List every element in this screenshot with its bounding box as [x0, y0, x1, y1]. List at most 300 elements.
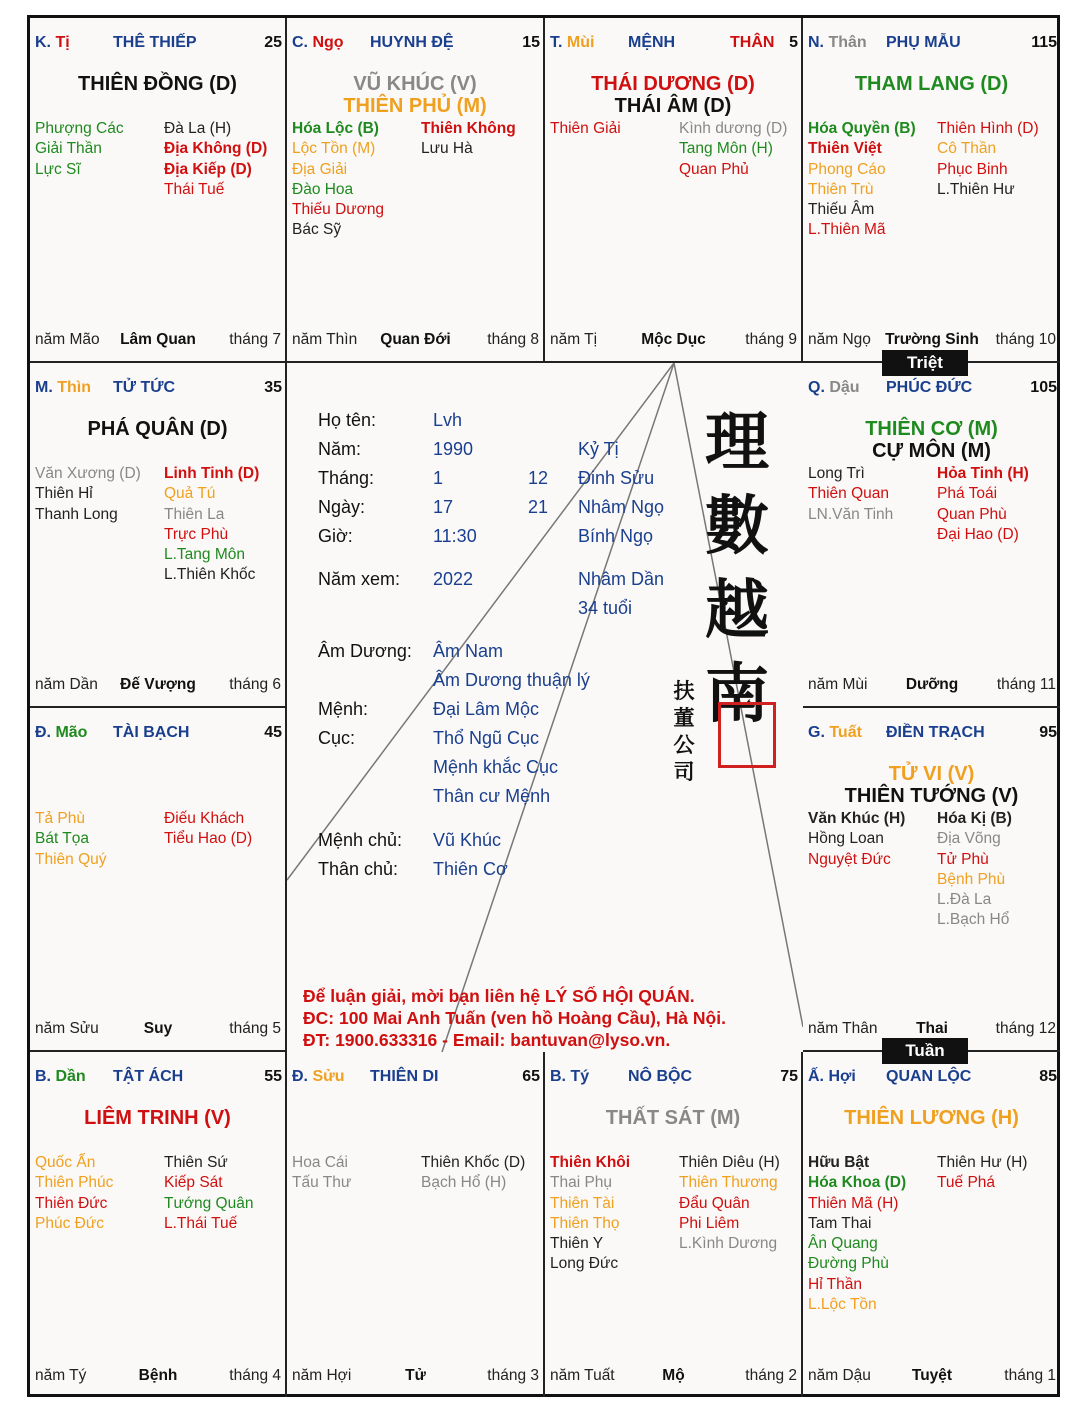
palace-thin	[30, 363, 287, 708]
menh-label: Mệnh:	[318, 699, 369, 719]
life-stage: Bệnh	[138, 1367, 178, 1384]
right-star-column	[679, 119, 787, 180]
palace-number: 25	[264, 34, 282, 51]
star: Giải Thần	[35, 140, 102, 158]
palace-footer	[808, 676, 1056, 696]
star: Cô Thần	[937, 140, 997, 158]
star: Long Trì	[808, 465, 865, 482]
small-char-2: 董	[673, 705, 695, 730]
star: Phượng Các	[35, 120, 124, 137]
nam-xem-can-chi: Nhâm Dần	[578, 569, 665, 589]
nam-xem-value: 2022	[433, 569, 474, 589]
star: Thiên Trù	[808, 180, 874, 198]
left-star-column	[35, 1153, 113, 1234]
menh-chu-value: Vũ Khúc	[433, 830, 502, 850]
right-star-column	[164, 464, 259, 586]
month-label: tháng 11	[996, 676, 1056, 693]
month-label: tháng 12	[995, 1020, 1056, 1037]
than-chu-label: Thân chủ:	[318, 859, 399, 879]
palace-number: 45	[264, 724, 282, 741]
tuan-tag: Tuần	[882, 1038, 968, 1064]
branch-prefix: B.	[35, 1068, 56, 1085]
star: L.Đà La	[937, 891, 992, 909]
star: Thai Phụ	[550, 1174, 613, 1192]
year-label: năm Tuất	[550, 1367, 615, 1384]
branch-name: Thân	[828, 34, 867, 51]
star: Thiên Không	[421, 120, 516, 137]
star: Thiên Khôi	[550, 1154, 631, 1171]
star: Thiên Hình (D)	[937, 120, 1039, 137]
star: Điếu Khách	[164, 810, 245, 827]
palace-name: TẬT ÁCH	[113, 1068, 184, 1085]
right-star-column	[937, 1153, 1027, 1194]
month-label: tháng 9	[745, 331, 797, 348]
star: Phá Toái	[937, 485, 998, 503]
star: Phúc Đức	[35, 1214, 104, 1232]
star: Địa Không (D)	[164, 140, 268, 158]
branch-label	[808, 1068, 856, 1086]
star: Thiên Thương	[679, 1174, 778, 1192]
star: Lưu Hà	[421, 140, 473, 158]
right-star-column	[937, 809, 1012, 931]
year-label: năm Dậu	[808, 1367, 871, 1384]
ngay-value: 17	[433, 497, 454, 517]
branch-prefix: T.	[550, 34, 567, 51]
branch-name: Thìn	[57, 379, 91, 396]
star: Hữu Bật	[808, 1154, 870, 1171]
life-stage: Quan Đới	[380, 331, 451, 348]
left-star-column	[35, 464, 141, 525]
palace-name: HUYNH ĐỆ	[370, 34, 454, 51]
star: Thiên Tài	[550, 1194, 615, 1212]
branch-label	[808, 724, 862, 742]
palace-name: THIÊN DI	[370, 1068, 439, 1085]
star: Quan Phù	[937, 505, 1007, 523]
red-seal-stamp	[718, 702, 776, 768]
star: Đà La (H)	[164, 120, 232, 137]
palace-name: NÔ BỘC	[628, 1068, 692, 1085]
palace-footer	[35, 331, 281, 351]
star: Bệnh Phù	[937, 870, 1006, 888]
star: Hồng Loan	[808, 830, 884, 848]
palace-footer	[292, 331, 539, 351]
center-info-panel	[287, 363, 803, 1052]
branch-label	[35, 724, 87, 742]
palace-header	[808, 34, 1057, 54]
star: L.Lộc Tồn	[808, 1296, 877, 1314]
month-label: tháng 2	[745, 1367, 797, 1384]
main-star: THIÊN ĐỒNG (D)	[78, 73, 237, 95]
life-stage: Thai	[916, 1020, 948, 1037]
month-label: tháng 1	[1004, 1367, 1056, 1384]
cuc-label: Cục:	[318, 728, 356, 748]
star: Tướng Quân	[164, 1194, 254, 1212]
palace-tuat	[803, 708, 1060, 1052]
ngay-label: Ngày:	[318, 497, 366, 517]
star: Quan Phủ	[679, 160, 749, 178]
star: Thiên Đức	[35, 1194, 108, 1212]
palace-name: QUAN LỘC	[886, 1068, 972, 1085]
palace-header	[35, 1068, 282, 1088]
palace-footer	[808, 331, 1056, 351]
palace-footer	[35, 676, 281, 696]
star: Ân Quang	[808, 1235, 878, 1253]
nam-can-chi: Kỷ Tị	[578, 439, 619, 459]
year-label: năm Mùi	[808, 676, 868, 693]
left-star-column	[808, 464, 893, 525]
ho-ten-label: Họ tên:	[318, 410, 377, 430]
star: Quả Tú	[164, 485, 216, 503]
year-label: năm Dần	[35, 676, 98, 693]
main-star: THIÊN LƯƠNG (H)	[844, 1107, 1019, 1129]
life-stage: Lâm Quan	[120, 331, 196, 348]
star: Đường Phù	[808, 1255, 889, 1273]
branch-prefix: Q.	[808, 379, 830, 396]
main-star: TỬ VI (V)	[888, 763, 975, 785]
star: Thiên Hư (H)	[937, 1154, 1028, 1171]
right-star-column	[164, 119, 267, 200]
tu-vi-chart	[27, 15, 1060, 1397]
nam-xem-label: Năm xem:	[318, 569, 401, 589]
palace-name: MỆNH	[628, 34, 676, 51]
left-star-column	[550, 1153, 630, 1275]
star: Kình dương (D)	[679, 120, 788, 137]
palace-number: 5	[789, 34, 798, 51]
month-label: tháng 4	[229, 1367, 281, 1384]
palace-name: PHỤ MẪU	[886, 34, 961, 51]
palace-dau	[803, 363, 1060, 708]
palace-header	[292, 1068, 540, 1088]
calligraphy-char-2: 數	[705, 489, 769, 564]
year-label: năm Hợi	[292, 1367, 352, 1384]
palace-header	[35, 379, 282, 399]
month-label: tháng 7	[229, 331, 281, 348]
palace-dan	[30, 1052, 287, 1397]
ngay-duong: 21	[528, 497, 549, 517]
palace-name: PHÚC ĐỨC	[886, 379, 973, 396]
main-star: THẤT SÁT (M)	[605, 1107, 741, 1129]
palace-header	[550, 34, 798, 54]
star: Phi Liêm	[679, 1214, 740, 1232]
palace-ti	[30, 18, 287, 363]
branch-prefix: Ấ.	[808, 1068, 829, 1085]
star: L.Thiên Hư	[937, 180, 1015, 198]
palace-footer	[808, 1367, 1056, 1387]
star: Bạch Hổ (H)	[421, 1174, 507, 1192]
palace-number: 95	[1039, 724, 1057, 741]
star: Thiên Phúc	[35, 1174, 114, 1192]
star: Thiên Quan	[808, 485, 889, 503]
am-duong-label: Âm Dương:	[318, 641, 412, 661]
palace-hoi	[803, 1052, 1060, 1397]
star: Thiên Hỉ	[35, 485, 93, 503]
year-label: năm Thân	[808, 1020, 878, 1037]
palace-suu	[287, 1052, 545, 1397]
left-star-column	[808, 809, 905, 870]
contact-line-3: ĐT: 1900.633316 - Email: bantuvan@lyso.vn.	[303, 1030, 671, 1050]
month-label: tháng 8	[487, 331, 539, 348]
thang-can-chi: Đinh Sửu	[578, 468, 655, 488]
life-stage: Trường Sinh	[885, 331, 979, 348]
star: Hóa Quyền (B)	[808, 120, 916, 137]
right-star-column	[937, 464, 1029, 545]
palace-number: 35	[264, 379, 282, 396]
palace-footer	[35, 1367, 281, 1387]
palace-footer	[550, 1367, 797, 1387]
thang-label: Tháng:	[318, 468, 375, 488]
branch-name: Dậu	[829, 379, 860, 396]
star: Hỉ Thần	[808, 1275, 862, 1293]
life-stage: Đế Vượng	[120, 676, 196, 693]
main-star: CỰ MÔN (M)	[872, 440, 991, 462]
star: Thiên La	[164, 505, 225, 523]
life-stage: Tuyệt	[911, 1367, 953, 1384]
star: Văn Khúc (H)	[808, 810, 906, 827]
palace-ngo	[287, 18, 545, 363]
cuc-note-2: Thân cư Mệnh	[433, 786, 551, 806]
star: Thiên Khốc (D)	[421, 1154, 526, 1171]
life-stage: Tử	[405, 1367, 426, 1384]
palace-mui	[545, 18, 803, 363]
star: Trực Phù	[164, 525, 229, 543]
branch-name: Tý	[570, 1068, 590, 1085]
star: Thiên Việt	[808, 140, 882, 158]
star: Lộc Tồn (M)	[292, 140, 376, 158]
star: Hóa Kị (B)	[937, 810, 1012, 827]
star: LN.Văn Tinh	[808, 505, 894, 523]
branch-label	[292, 1068, 344, 1086]
life-stage: Mộc Dục	[641, 331, 706, 348]
palace-header	[808, 379, 1057, 399]
main-star: THIÊN TƯỚNG (V)	[844, 785, 1019, 807]
branch-name: Tuất	[829, 724, 862, 741]
palace-number: 55	[264, 1068, 282, 1085]
menh-value: Đại Lâm Mộc	[433, 699, 540, 719]
palace-footer	[292, 1367, 539, 1387]
star: Tấu Thư	[292, 1174, 352, 1192]
branch-name: Sửu	[312, 1068, 345, 1085]
cuc-value: Thổ Ngũ Cục	[433, 728, 540, 748]
branch-label	[550, 34, 594, 52]
palace-number: 65	[522, 1068, 540, 1085]
nam-label: Năm:	[318, 439, 362, 459]
branch-prefix: K.	[35, 34, 56, 51]
calligraphy-char-1: 理	[705, 405, 769, 480]
star: Thiếu Dương	[292, 201, 385, 219]
branch-label	[35, 379, 91, 397]
star: Long Đức	[550, 1255, 619, 1273]
star: Địa Giải	[292, 160, 348, 178]
month-label: tháng 6	[229, 676, 281, 693]
palace-header	[808, 724, 1057, 744]
am-duong-value: Âm Nam	[433, 641, 504, 661]
branch-label	[35, 1068, 86, 1086]
star: Tiểu Hao (D)	[164, 830, 253, 848]
main-star: THÁI DƯƠNG (D)	[591, 73, 755, 95]
palace-name: THÊ THIẾP	[113, 34, 197, 51]
branch-name: Hợi	[828, 1068, 856, 1085]
than-chu-value: Thiên Cơ	[433, 859, 508, 879]
star: Thiên Sứ	[164, 1154, 228, 1171]
star: Tử Phù	[937, 850, 989, 868]
year-label: năm Ngọ	[808, 331, 871, 348]
palace-name: ĐIỀN TRẠCH	[886, 724, 985, 741]
star: Thái Tuế	[164, 180, 225, 198]
right-star-column	[937, 119, 1039, 200]
main-star: THIÊN CƠ (M)	[865, 418, 998, 440]
branch-label	[808, 34, 867, 52]
palace-footer	[35, 1020, 281, 1040]
branch-label	[550, 1068, 589, 1086]
branch-prefix: Đ.	[292, 1068, 313, 1085]
star: Kiếp Sát	[164, 1174, 223, 1192]
branch-name: Dần	[55, 1068, 86, 1085]
month-label: tháng 5	[229, 1020, 281, 1037]
star: L.Kình Dương	[679, 1235, 778, 1253]
star: Quốc Ấn	[35, 1154, 96, 1171]
main-star: LIÊM TRINH (V)	[84, 1107, 231, 1129]
life-stage: Dưỡng	[905, 676, 959, 693]
month-label: tháng 10	[995, 331, 1056, 348]
star: L.Thiên Khốc	[164, 566, 256, 584]
palace-number: 15	[522, 34, 540, 51]
branch-prefix: B.	[550, 1068, 571, 1085]
branch-prefix: M.	[35, 379, 58, 396]
palace-name: TÀI BẠCH	[113, 724, 190, 741]
left-star-column	[292, 1153, 351, 1194]
small-char-3: 公	[673, 732, 695, 757]
branch-label	[292, 34, 344, 52]
star: Lực Sĩ	[35, 160, 81, 178]
branch-name: Mùi	[566, 34, 595, 51]
star: Thiên Giải	[550, 120, 621, 137]
year-label: năm Tị	[550, 331, 598, 348]
calligraphy-char-4: 南	[705, 657, 769, 732]
star: Phong Cáo	[808, 160, 886, 178]
month-label: tháng 3	[487, 1367, 539, 1384]
life-stage: Mộ	[662, 1367, 685, 1384]
star: L.Tang Môn	[164, 546, 245, 564]
star: Văn Xương (D)	[35, 465, 141, 482]
star: L.Bạch Hổ	[937, 911, 1010, 929]
branch-label	[35, 34, 70, 52]
star: Phục Binh	[937, 160, 1008, 178]
palace-footer	[550, 331, 797, 351]
left-star-column	[292, 119, 384, 241]
palace-footer	[808, 1020, 1056, 1040]
star: Hỏa Tinh (H)	[937, 465, 1029, 482]
palace-ty	[545, 1052, 803, 1397]
branch-prefix: N.	[808, 34, 829, 51]
star: Đẩu Quân	[679, 1194, 750, 1212]
star: Hóa Lộc (B)	[292, 120, 379, 137]
main-star: THIÊN PHỦ (M)	[343, 95, 487, 117]
right-star-column	[679, 1153, 780, 1254]
small-char-4: 司	[673, 759, 695, 784]
left-star-column	[35, 809, 107, 870]
star: Địa Kiếp (D)	[164, 160, 252, 178]
contact-line-1: Để luận giải, mời bạn liên hệ LÝ SỐ HỘI QUÁN.	[303, 986, 695, 1006]
right-star-column	[164, 809, 252, 850]
branch-prefix: C.	[292, 34, 313, 51]
star: Tuế Phá	[937, 1174, 996, 1192]
branch-prefix: Đ.	[35, 724, 56, 741]
star: Thiên Y	[550, 1235, 604, 1253]
tuoi-value: 34 tuổi	[578, 598, 633, 618]
star: Thanh Long	[35, 505, 118, 523]
left-star-column	[808, 119, 916, 241]
palace-number: 105	[1030, 379, 1057, 396]
left-star-column	[550, 119, 621, 139]
right-star-column	[421, 119, 516, 160]
palace-header	[808, 1068, 1057, 1088]
star: Thiếu Âm	[808, 201, 875, 219]
triet-tag: Triệt	[882, 350, 968, 376]
year-label: năm Thìn	[292, 331, 358, 348]
palace-header	[35, 34, 282, 54]
palace-number: 85	[1039, 1068, 1057, 1085]
menh-chu-label: Mệnh chủ:	[318, 830, 403, 850]
cuc-note-1: Mệnh khắc Cục	[433, 757, 559, 777]
star: Tam Thai	[808, 1214, 872, 1232]
star: Thiên Quý	[35, 850, 107, 868]
palace-name: TỬ TỨC	[113, 379, 176, 396]
main-star: VŨ KHÚC (V)	[353, 73, 477, 95]
right-star-column	[421, 1153, 525, 1194]
thang-value: 1	[433, 468, 444, 488]
palace-name-2: THÂN	[730, 34, 775, 51]
ngay-can-chi: Nhâm Ngọ	[578, 497, 665, 517]
year-label: năm Mão	[35, 331, 100, 348]
main-star: THÁI ÂM (D)	[614, 95, 732, 117]
gio-label: Giờ:	[318, 526, 353, 546]
gio-value: 11:30	[433, 526, 477, 546]
palace-header	[35, 724, 282, 744]
calligraphy-char-3: 越	[705, 573, 769, 648]
year-label: năm Tý	[35, 1367, 87, 1384]
star: Thiên Thọ	[550, 1214, 620, 1232]
right-star-column	[164, 1153, 253, 1234]
contact-line-2: ĐC: 100 Mai Anh Tuấn (ven hồ Hoàng Cầu), Hà Nội.	[303, 1008, 726, 1028]
life-stage: Suy	[143, 1020, 173, 1037]
star: Hóa Khoa (D)	[808, 1174, 907, 1192]
main-star: THAM LANG (D)	[854, 73, 1009, 95]
branch-label	[808, 379, 860, 397]
star: Thiên Diêu (H)	[679, 1154, 780, 1171]
star: Bát Tọa	[35, 830, 90, 848]
star: Địa Võng	[937, 830, 1001, 848]
branch-prefix: G.	[808, 724, 830, 741]
palace-than	[803, 18, 1060, 363]
star: Tang Môn (H)	[679, 140, 773, 158]
star: Tả Phù	[35, 810, 85, 827]
star: Đào Hoa	[292, 180, 354, 198]
star: L.Thái Tuế	[164, 1214, 238, 1232]
branch-name: Tị	[55, 34, 70, 51]
am-duong-note: Âm Dương thuận lý	[433, 670, 590, 690]
small-char-1: 扶	[673, 678, 695, 703]
nam-value: 1990	[433, 439, 474, 459]
star: Linh Tinh (D)	[164, 465, 260, 482]
palace-mao	[30, 708, 287, 1052]
gio-can-chi: Bính Ngọ	[578, 526, 654, 546]
palace-header	[292, 34, 540, 54]
star: L.Thiên Mã	[808, 221, 886, 239]
star: Đại Hao (D)	[937, 525, 1019, 543]
ho-ten-value: Lvh	[433, 410, 463, 430]
star: Thiên Mã (H)	[808, 1194, 899, 1212]
palace-number: 75	[780, 1068, 798, 1085]
